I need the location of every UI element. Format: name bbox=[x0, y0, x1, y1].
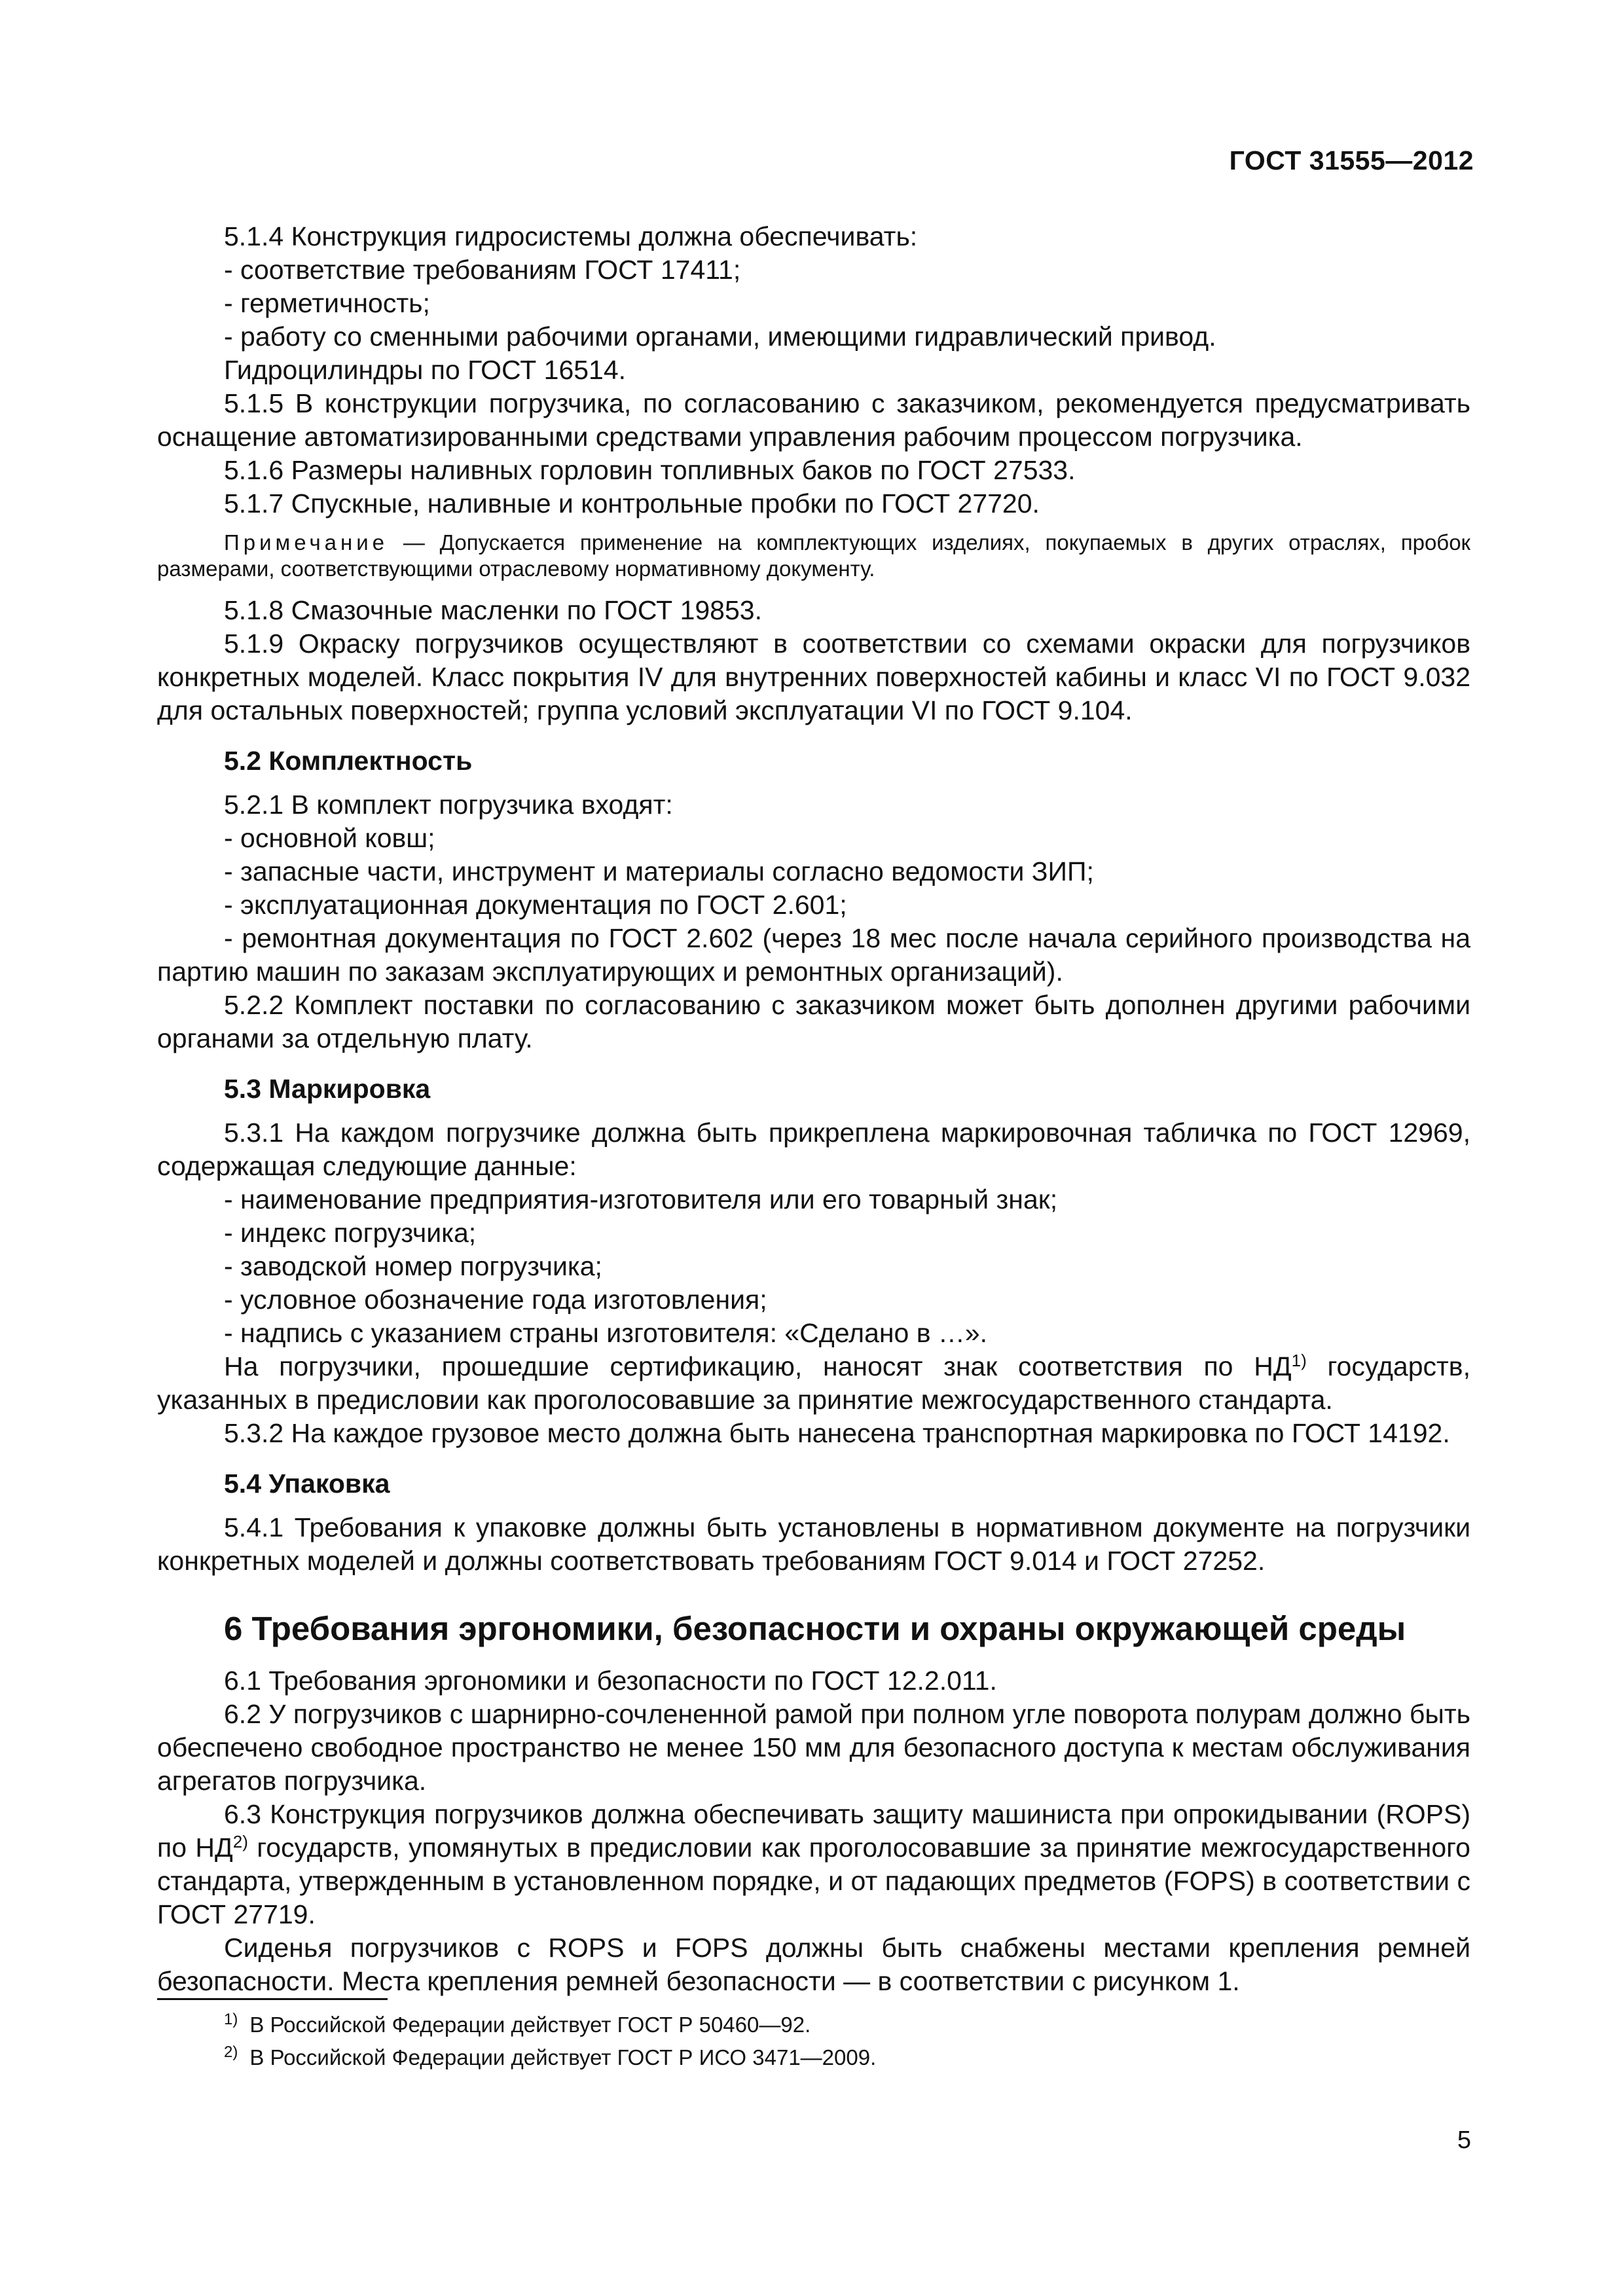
heading-5-2: 5.2 Комплектность bbox=[224, 746, 473, 776]
note-text: — Допускается применение на комплектующих изделиях, покупаемых в других отраслях, пробок размерами, соответствующими отраслевому нормативному документу. bbox=[157, 530, 1470, 581]
clause-5-4-1: 5.4.1 Требования к упаковке должны быть установлены в нормативном документе на погрузчики конкретных моделей и должны соответствовать требованиям ГОСТ 9.014 и ГОСТ 27252. bbox=[157, 1512, 1470, 1576]
list-item: - эксплуатационная документация по ГОСТ 2.601; bbox=[224, 890, 847, 920]
note bbox=[157, 530, 1470, 582]
paragraph-certification bbox=[157, 1350, 1470, 1417]
list-item: - соответствие требованиям ГОСТ 17411; bbox=[224, 255, 741, 285]
clause-5-1-6: 5.1.6 Размеры наливных горловин топливных баков по ГОСТ 27533. bbox=[224, 455, 1076, 485]
clause-5-2-1: 5.2.1 В комплект погрузчика входят: bbox=[224, 790, 673, 820]
list-item: - условное обозначение года изготовления; bbox=[224, 1285, 767, 1315]
clause-5-3-1: 5.3.1 На каждом погрузчике должна быть прикреплена маркировочная табличка по ГОСТ 12969, содержащая следующие данные: bbox=[157, 1118, 1470, 1181]
text-run: государств, упомянутых в предисловии как проголосовавшие за принятие межгосударственного стандарта, утвержденным в установленном порядке, и от падающих предметов (FOPS) в соответствии с ГОСТ 27719. bbox=[157, 1832, 1470, 1929]
heading-5-3: 5.3 Маркировка bbox=[224, 1074, 431, 1104]
clause-5-1-7: 5.1.7 Спускные, наливные и контрольные пробки по ГОСТ 27720. bbox=[224, 488, 1040, 519]
text-run: 6.3 Конструкция погрузчиков должна обеспечивать защиту машиниста при опрокидывании (ROPS) по НД bbox=[157, 1799, 1470, 1863]
heading-5-4: 5.4 Упаковка bbox=[224, 1468, 390, 1499]
clause-5-2-2: 5.2.2 Комплект поставки по согласованию с заказчиком может быть дополнен другими рабочими органами за отдельную плату. bbox=[157, 990, 1470, 1053]
footnote-ref: 1) bbox=[1291, 1351, 1307, 1370]
paragraph-seat-belts: Сиденья погрузчиков с ROPS и FOPS должны быть снабжены местами крепления ремней безопасности. Места крепления ремней безопасности — в соответствии с рисунком 1. bbox=[157, 1933, 1470, 1996]
list-item: - основной ковш; bbox=[224, 823, 435, 853]
page-number: 5 bbox=[1457, 2126, 1471, 2154]
document-body bbox=[157, 220, 1470, 1998]
clause-5-1-5: 5.1.5 В конструкции погрузчика, по согласованию с заказчиком, рекомендуется предусматривать оснащение автоматизированными средствами управления рабочим процессом погрузчика. bbox=[157, 388, 1470, 452]
list-item: - наименование предприятия-изготовителя или его товарный знак; bbox=[224, 1184, 1058, 1214]
section-6-heading: 6 Требования эргономики, безопасности и охраны окружающей среды bbox=[224, 1610, 1406, 1647]
clause-5-1-8: 5.1.8 Смазочные масленки по ГОСТ 19853. bbox=[224, 595, 762, 625]
footnote-text: В Российской Федерации действует ГОСТ Р 50460—92. bbox=[249, 2013, 811, 2037]
footnote-text: В Российской Федерации действует ГОСТ Р ИСО 3471—2009. bbox=[249, 2045, 877, 2069]
footnote-mark: 2) bbox=[224, 2043, 238, 2061]
clause-5-1-9: 5.1.9 Окраску погрузчиков осуществляют в соответствии со схемами окраски для погрузчиков конкретных моделей. Класс покрытия IV для внутренних поверхностей кабины и класс VI по ГОСТ 9.032 для остальных поверхностей; группа условий эксплуатации VI по ГОСТ 9.104. bbox=[157, 629, 1470, 725]
clause-5-1-4: 5.1.4 Конструкция гидросистемы должна обеспечивать: bbox=[224, 221, 918, 251]
list-item: - ремонтная документация по ГОСТ 2.602 (через 18 мес после начала серийного производства на партию машин по заказам эксплуатирующих и ремонтных организаций). bbox=[157, 923, 1470, 987]
list-item: - заводской номер погрузчика; bbox=[224, 1251, 602, 1281]
footnote bbox=[224, 2009, 876, 2041]
footnote-separator bbox=[157, 1998, 388, 2000]
clause-5-3-2: 5.3.2 На каждое грузовое место должна быть нанесена транспортная маркировка по ГОСТ 14192. bbox=[224, 1418, 1450, 1448]
footnote-mark: 1) bbox=[224, 2011, 238, 2028]
note-label: Примечание bbox=[224, 530, 389, 555]
list-item: - индекс погрузчика; bbox=[224, 1218, 477, 1248]
standard-designation: ГОСТ 31555—2012 bbox=[1229, 145, 1474, 175]
paragraph: Гидроцилиндры по ГОСТ 16514. bbox=[224, 355, 627, 385]
list-item: - герметичность; bbox=[224, 288, 430, 318]
list-item: - запасные части, инструмент и материалы согласно ведомости ЗИП; bbox=[224, 856, 1094, 886]
clause-6-1: 6.1 Требования эргономики и безопасности по ГОСТ 12.2.011. bbox=[224, 1666, 997, 1696]
footnote bbox=[224, 2041, 876, 2074]
clause-6-3 bbox=[157, 1798, 1470, 1931]
list-item: - надпись с указанием страны изготовителя: «Сделано в …». bbox=[224, 1318, 988, 1348]
text-run: государств, указанных в предисловии как проголосовавшие за принятие межгосударственного стандарта. bbox=[157, 1351, 1470, 1415]
list-item: - работу со сменными рабочими органами, имеющими гидравлический привод. bbox=[224, 321, 1216, 352]
footnotes bbox=[224, 2009, 876, 2074]
clause-6-2: 6.2 У погрузчиков с шарнирно-сочлененной рамой при полном угле поворота полурам должно быть обеспечено свободное пространство не менее 150 мм для безопасного доступа к местам обслуживания агрегатов погрузчика. bbox=[157, 1699, 1470, 1796]
footnote-ref: 2) bbox=[232, 1832, 248, 1851]
text-run: На погрузчики, прошедшие сертификацию, наносят знак соответствия по НД bbox=[224, 1351, 1292, 1381]
